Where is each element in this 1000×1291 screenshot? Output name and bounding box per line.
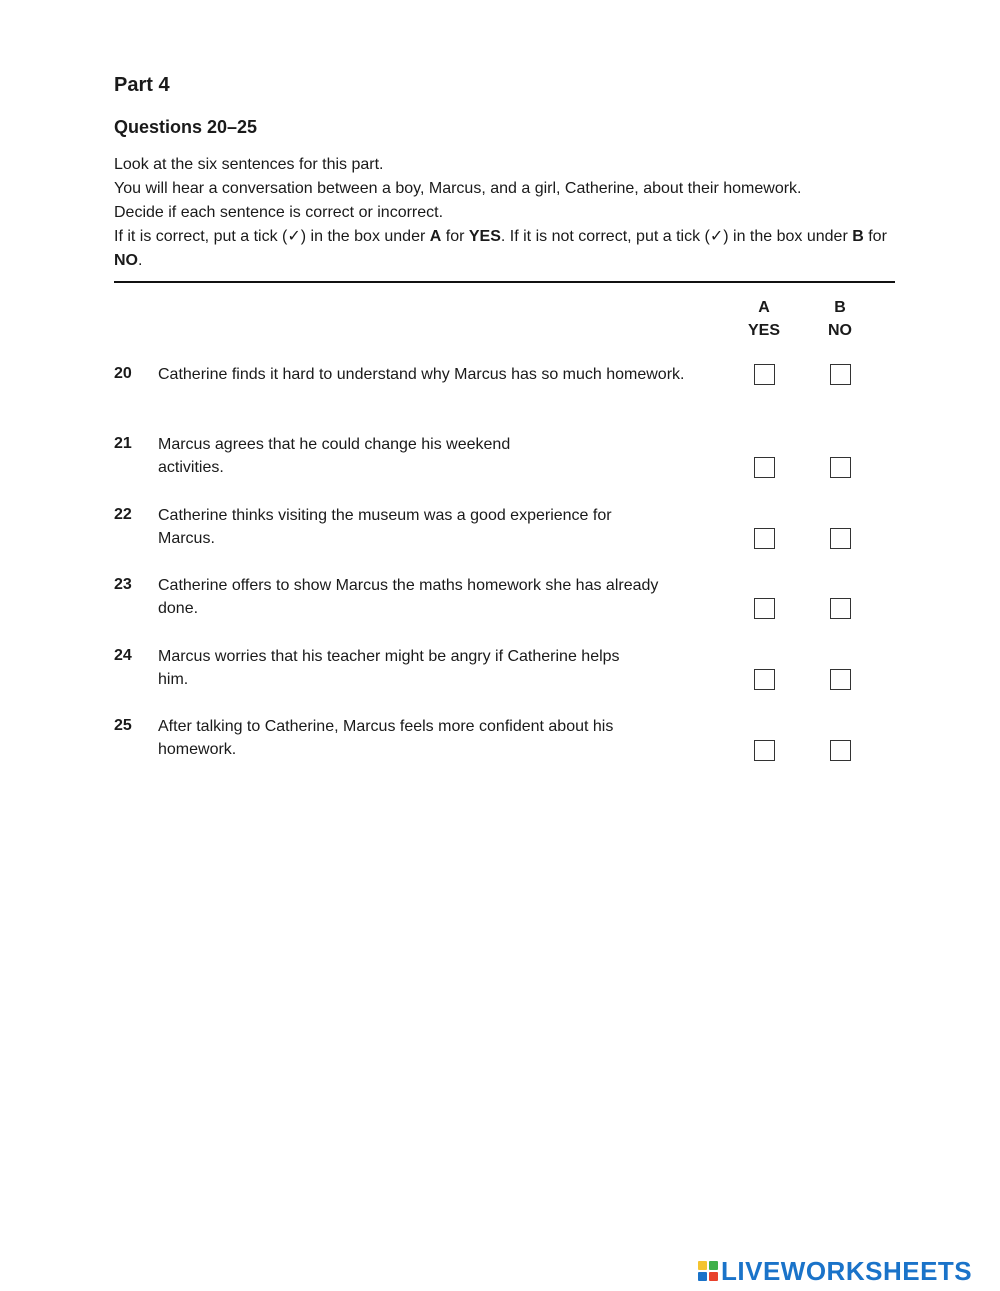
- question-number: 22: [114, 506, 132, 523]
- question-text: Catherine offers to show Marcus the maths homework she has already done.: [158, 577, 659, 617]
- answer-box-yes[interactable]: [754, 740, 775, 761]
- questions-title: Questions 20–25: [114, 117, 258, 137]
- logo-tile: [698, 1261, 707, 1270]
- instruction-text: for: [441, 228, 469, 245]
- instruction-line-3: Decide if each sentence is correct or incorrect.: [114, 204, 444, 221]
- instruction-line-1: Look at the six sentences for this part.: [114, 156, 384, 173]
- instruction-bold: YES: [468, 228, 501, 245]
- answer-box-no[interactable]: [830, 364, 851, 385]
- instruction-text: If it is correct, put a tick (✓) in the box under: [114, 228, 430, 245]
- question-text: Catherine finds it hard to understand why Marcus has so much homework.: [158, 366, 685, 383]
- column-header-b: [810, 296, 870, 342]
- question-text: Catherine thinks visiting the museum was a good experience for Marcus.: [158, 507, 612, 547]
- question-number: 21: [114, 435, 132, 452]
- question-number: 23: [114, 576, 132, 593]
- question-text: Marcus agrees that he could change his weekend activities.: [158, 436, 511, 476]
- column-header-a: [734, 296, 794, 342]
- answer-box-yes[interactable]: [754, 598, 775, 619]
- logo-text: LIVEWORKSHEETS: [721, 1255, 973, 1286]
- answer-box-no[interactable]: [830, 669, 851, 690]
- answer-box-no[interactable]: [830, 598, 851, 619]
- part-title: Part 4: [114, 74, 170, 96]
- instruction-line-4: [114, 225, 904, 273]
- answer-box-yes[interactable]: [754, 528, 775, 549]
- logo-tile: [709, 1272, 718, 1281]
- instruction-text: .: [138, 252, 143, 269]
- logo-tile: [698, 1272, 707, 1281]
- answer-box-no[interactable]: [830, 740, 851, 761]
- column-letter: A: [758, 299, 770, 316]
- instruction-bold: B: [852, 228, 864, 245]
- logo-tiles-icon: [698, 1261, 718, 1281]
- logo-tile: [709, 1261, 718, 1270]
- answer-box-yes[interactable]: [754, 457, 775, 478]
- divider: [114, 281, 895, 283]
- question-number: 20: [114, 365, 132, 382]
- answer-box-no[interactable]: [830, 528, 851, 549]
- answer-box-yes[interactable]: [754, 364, 775, 385]
- question-text: After talking to Catherine, Marcus feels more confident about his homework.: [158, 718, 614, 758]
- column-letter: B: [834, 299, 846, 316]
- instructions: [114, 153, 904, 273]
- instruction-bold: A: [429, 228, 442, 245]
- question-number: 25: [114, 717, 132, 734]
- answer-box-no[interactable]: [830, 457, 851, 478]
- instruction-line-2: You will hear a conversation between a boy, Marcus, and a girl, Catherine, about their homework.: [114, 180, 802, 197]
- column-label: YES: [747, 322, 780, 339]
- question-text: Marcus worries that his teacher might be angry if Catherine helps him.: [158, 648, 620, 688]
- instruction-bold: NO: [114, 252, 138, 269]
- instruction-text: for: [863, 228, 887, 245]
- question-number: 24: [114, 647, 132, 664]
- column-label: NO: [828, 322, 852, 339]
- answer-box-yes[interactable]: [754, 669, 775, 690]
- instruction-text: . If it is not correct, put a tick (✓) in the box under: [500, 228, 853, 245]
- liveworksheets-logo: [698, 1256, 972, 1286]
